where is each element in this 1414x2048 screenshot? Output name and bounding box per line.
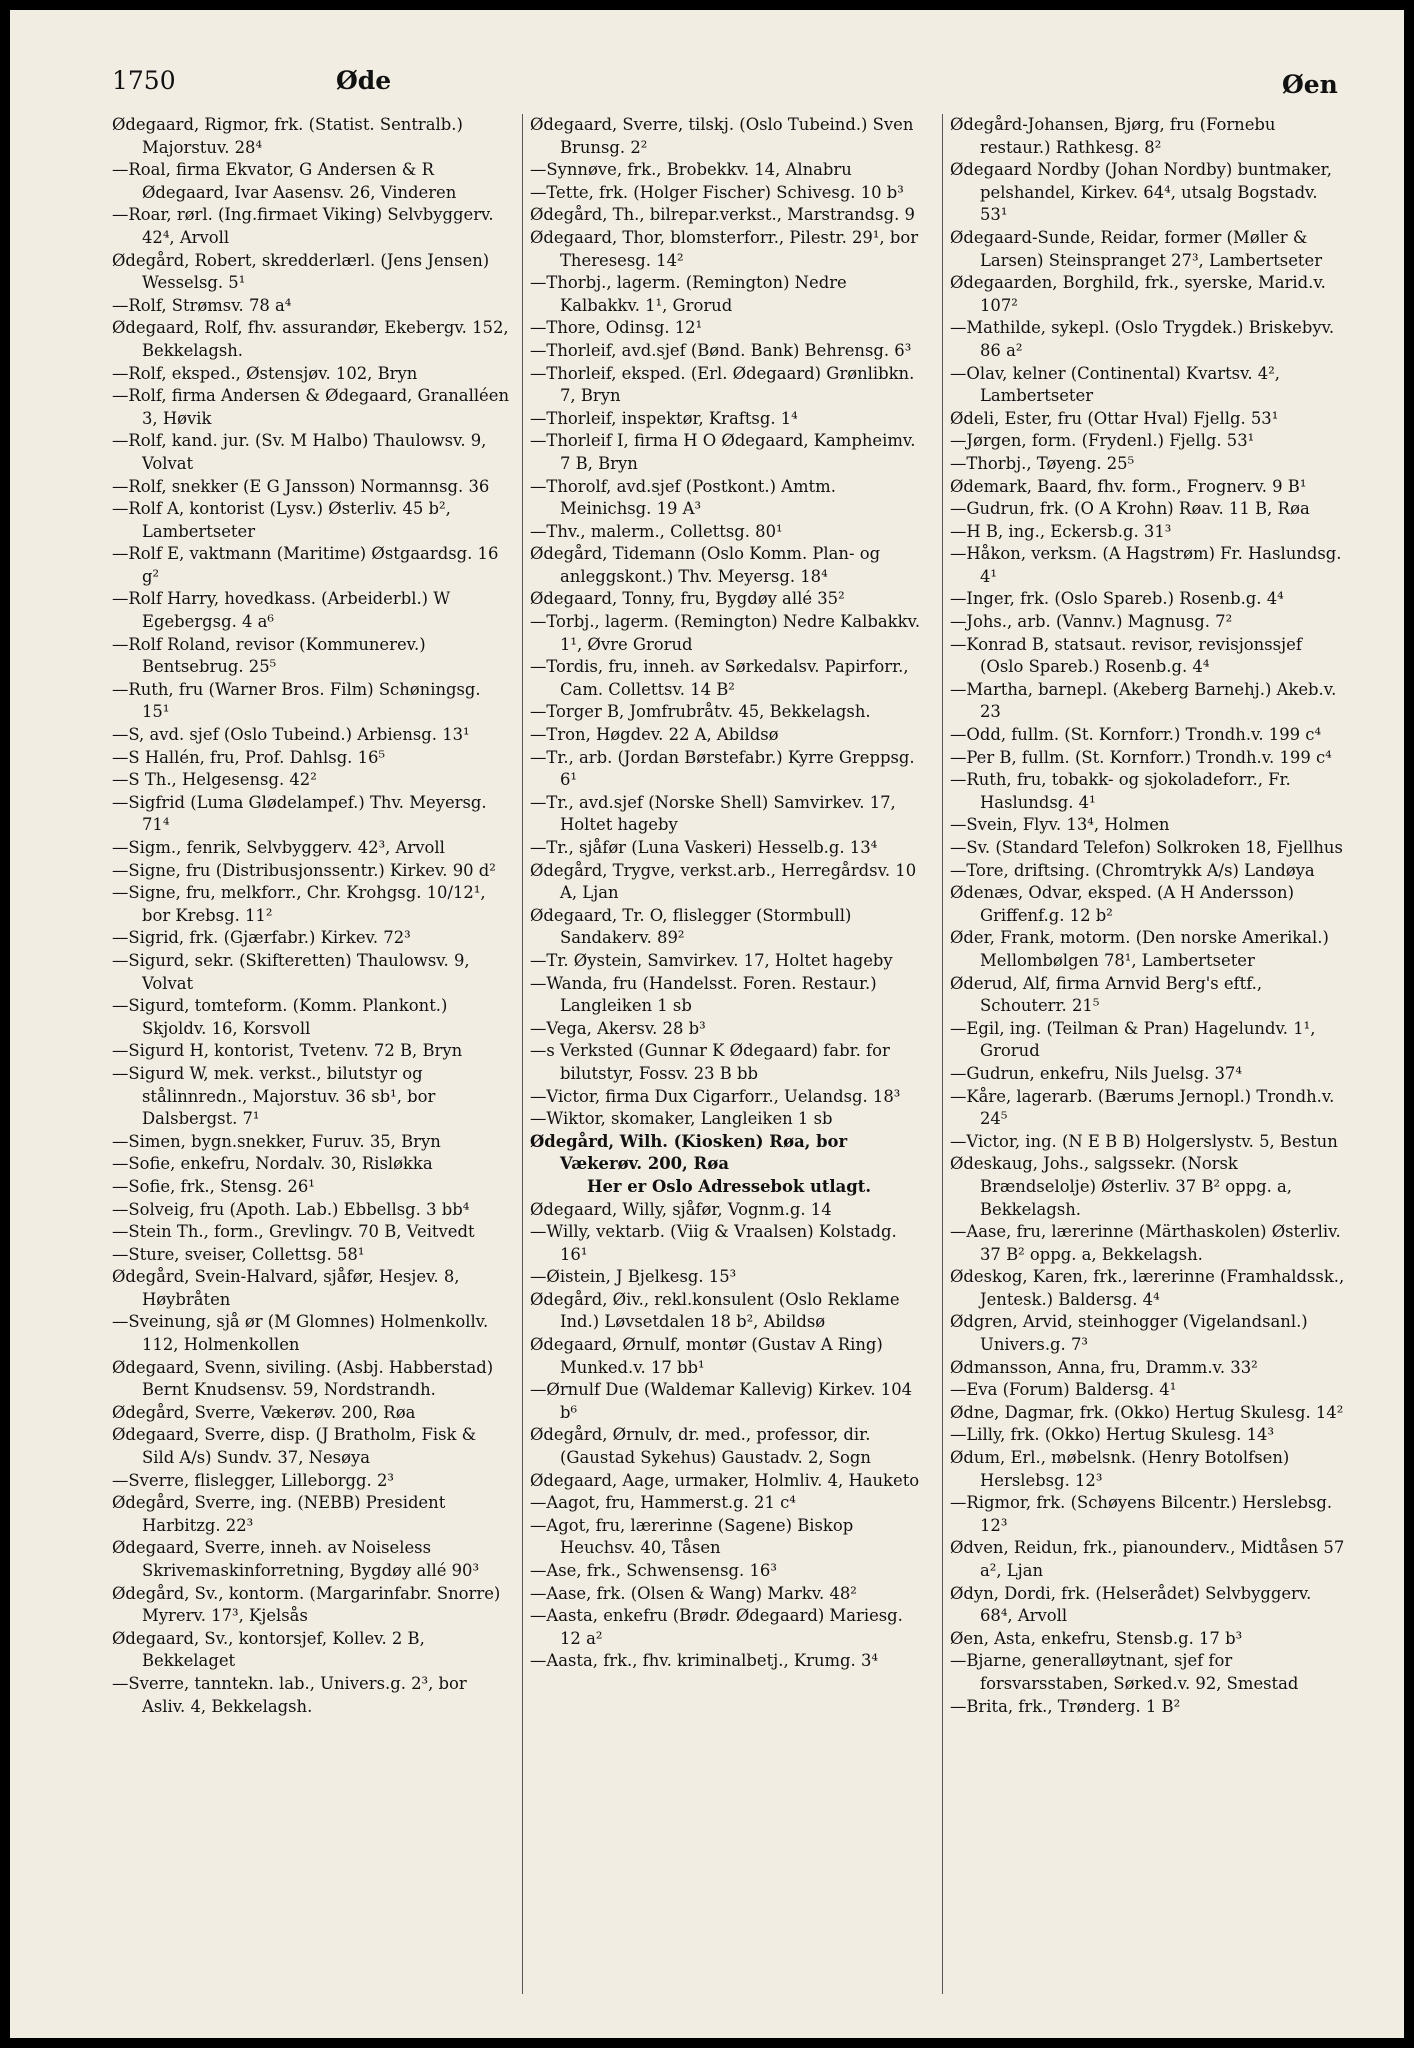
directory-entry: Ødven, Reidun, frk., pianounderv., Midtåsen 57 a², Ljan	[950, 1538, 1345, 1580]
directory-entry: —Egil, ing. (Teilman & Pran) Hagelundv. 1¹, Grorud	[950, 1018, 1316, 1061]
directory-entry: —Stein Th., form., Grevlingv. 70 B, Veitvedt	[112, 1222, 475, 1242]
directory-entry: Ødne, Dagmar, frk. (Okko) Hertug Skulesg. 14²	[950, 1402, 1344, 1422]
directory-entry: —Rigmor, frk. (Schøyens Bilcentr.) Herslebsg. 12³	[950, 1493, 1333, 1535]
directory-entry: —Sverre, flislegger, Lilleborgg. 2³	[112, 1470, 394, 1490]
directory-entry: Ødgren, Arvid, steinhogger (Vigelandsanl.) Univers.g. 7³	[950, 1312, 1308, 1355]
directory-entry: Ødegård-Johansen, Bjørg, fru (Fornebu restaur.) Rathkesg. 8²	[950, 115, 1276, 157]
directory-entry: —Øistein, J Bjelkesg. 15³	[530, 1267, 737, 1287]
directory-entry: —Sofie, enkefru, Nordalv. 30, Risløkka	[112, 1154, 433, 1174]
directory-entry: Ødemark, Baard, fhv. form., Frognerv. 9 B¹	[950, 476, 1307, 496]
directory-entry: Ødegaard, Svenn, siviling. (Asbj. Habberstad) Bernt Knudsensv. 59, Nordstrandh.	[112, 1357, 494, 1400]
directory-entry: —Sverre, tanntekn. lab., Univers.g. 2³, bor Asliv. 4, Bekkelagsh.	[112, 1673, 467, 1716]
directory-entry: —Sveinung, sjå ør (M Glomnes) Holmenkollv. 112, Holmenkollen	[112, 1312, 489, 1355]
directory-entry: —Vega, Akersv. 28 b³	[530, 1018, 706, 1038]
directory-entry: Ødegård, Svein-Halvard, sjåfør, Hesjev. 8, Høybråten	[112, 1267, 460, 1309]
directory-entry: —S Th., Helgesensg. 42²	[112, 770, 317, 790]
directory-entry: —Synnøve, frk., Brobekkv. 14, Alnabru	[530, 160, 852, 180]
directory-entry: —Sigfrid (Luma Glødelampef.) Thv. Meyersg. 71⁴	[112, 792, 487, 835]
directory-entry: Ødegaard, Sverre, inneh. av Noiseless Skrivemaskinforretning, Bygdøy allé 90³	[112, 1538, 480, 1580]
directory-entry: Ødegaard, Sverre, tilskj. (Oslo Tubeind.) Sven Brunsg. 2²	[530, 115, 914, 157]
directory-entry: —Sigurd, sekr. (Skifteretten) Thaulowsv. 9, Volvat	[112, 950, 470, 993]
directory-entry: —Thorbj., lagerm. (Remington) Nedre Kalbakkv. 1¹, Grorud	[530, 273, 847, 315]
directory-entry: —Mathilde, sykepl. (Oslo Trygdek.) Briskebyv. 86 a²	[950, 318, 1335, 360]
directory-entry: —Sigm., fenrik, Selvbyggerv. 42³, Arvoll	[112, 838, 445, 857]
directory-entry: —Tr. Øystein, Samvirkev. 17, Holtet hageby	[530, 950, 893, 970]
directory-entry: —Martha, barnepl. (Akeberg Barnehj.) Akeb.v. 23	[950, 679, 1337, 722]
page-number: 1750	[112, 66, 176, 95]
directory-entry: —Thorleif, eksped. (Erl. Ødegaard) Grønlibkn. 7, Bryn	[530, 363, 915, 406]
directory-entry: —Tr., sjåfør (Luna Vaskeri) Hesselb.g. 13⁴	[530, 838, 878, 857]
directory-entry: —Signe, fru, melkforr., Chr. Krohgsg. 10/12¹, bor Krebsg. 11²	[112, 883, 486, 925]
directory-entry: —Kåre, lagerarb. (Bærums Jernopl.) Trondh.v. 24⁵	[950, 1086, 1335, 1129]
directory-entry: Ødegård, Th., bilrepar.verkst., Marstrandsg. 9	[530, 205, 915, 225]
directory-entry: —S, avd. sjef (Oslo Tubeind.) Arbiensg. 13¹	[112, 725, 470, 745]
directory-entry: —Aasta, enkefru (Brødr. Ødegaard) Mariesg. 12 a²	[530, 1606, 903, 1648]
directory-entry: —Eva (Forum) Baldersg. 4¹	[950, 1380, 1177, 1400]
directory-entry: —Rolf, Strømsv. 78 a⁴	[112, 295, 292, 315]
directory-entry: —s Verksted (Gunnar K Ødegaard) fabr. for bilutstyr, Fossv. 23 B bb	[530, 1041, 890, 1083]
directory-entry: —Jørgen, form. (Frydenl.) Fjellg. 53¹	[950, 431, 1255, 451]
directory-entry: —H B, ing., Eckersb.g. 31³	[950, 521, 1172, 541]
directory-entry: —Gudrun, frk. (O A Krohn) Røav. 11 B, Røa	[950, 499, 1310, 519]
directory-entry: —Thorleif I, firma H O Ødegaard, Kampheimv. 7 B, Bryn	[530, 431, 916, 473]
directory-entry: —Aase, frk. (Olsen & Wang) Markv. 48²	[530, 1583, 857, 1603]
directory-entry: —Tore, driftsing. (Chromtrykk A/s) Landøya	[950, 860, 1315, 880]
directory-entry: Ødegaard, Tonny, fru, Bygdøy allé 35²	[530, 589, 845, 609]
directory-entry: Ødegård, Sverre, ing. (NEBB) President Harbitzg. 22³	[112, 1493, 446, 1535]
directory-entry: Ødegaard, Tr. O, flislegger (Stormbull) Sandakerv. 89²	[530, 905, 852, 948]
directory-entry: Ødegaard, Sverre, disp. (J Bratholm, Fisk & Sild A/s) Sundv. 37, Nesøya	[112, 1425, 477, 1468]
directory-entry: Ødegaard, Sv., kontorsjef, Kollev. 2 B, Bekkelaget	[112, 1628, 425, 1671]
directory-entry: Ødegaard-Sunde, Reidar, former (Møller & Larsen) Steinspranget 27³, Lambertseter	[950, 227, 1323, 270]
directory-entry: —Thorleif, avd.sjef (Bønd. Bank) Behrensg. 6³	[530, 340, 912, 360]
directory-entry: —Thore, Odinsg. 12¹	[530, 318, 703, 338]
directory-entry: —Sture, sveiser, Collettsg. 58¹	[112, 1244, 365, 1264]
directory-entry: —Thorolf, avd.sjef (Postkont.) Amtm. Meinichsg. 19 A³	[530, 476, 836, 519]
directory-entry: —Roar, rørl. (Ing.firmaet Viking) Selvbyggerv. 42⁴, Arvoll	[112, 205, 494, 247]
directory-entry: Ødegaard Nordby (Johan Nordby) buntmaker, pelshandel, Kirkev. 64⁴, utsalg Bogstadv. 53¹	[950, 160, 1332, 225]
directory-entry: —Tron, Høgdev. 22 A, Abildsø	[530, 725, 779, 745]
directory-entry: —Rolf, eksped., Østensjøv. 102, Bryn	[112, 363, 418, 383]
directory-entry: Øen, Asta, enkefru, Stensb.g. 17 b³	[950, 1628, 1243, 1648]
directory-entry: —Sigurd H, kontorist, Tvetenv. 72 B, Bryn	[112, 1041, 463, 1061]
directory-entry: Ødegaard, Rolf, fhv. assurandør, Ekebergv. 152, Bekkelagsh.	[112, 318, 509, 360]
directory-entry: Ødegård, Wilh. (Kiosken) Røa, bor Vækerøv. 200, Røa	[530, 1131, 848, 1174]
column-divider	[942, 114, 943, 1994]
directory-entry: Øderud, Alf, firma Arnvid Berg's eftf., Schouterr. 21⁵	[950, 973, 1263, 1016]
directory-entry: —Tr., arb. (Jordan Børstefabr.) Kyrre Greppsg. 6¹	[530, 747, 915, 790]
guide-word-left: Øde	[336, 66, 392, 95]
directory-entry: Ødyn, Dordi, frk. (Helserådet) Selvbyggerv. 68⁴, Arvoll	[950, 1583, 1312, 1626]
directory-entry: —Johs., arb. (Vannv.) Magnusg. 7²	[950, 612, 1233, 632]
directory-entry: Ødegård, Sverre, Vækerøv. 200, Røa	[112, 1402, 416, 1422]
directory-entry: —Håkon, verksm. (A Hagstrøm) Fr. Haslundsg. 4¹	[950, 544, 1342, 586]
page-header	[10, 66, 1404, 106]
directory-entry: —Signe, fru (Distribusjonssentr.) Kirkev. 90 d²	[112, 860, 496, 880]
directory-entry: —Tette, frk. (Holger Fischer) Schivesg. 10 b³	[530, 182, 904, 202]
directory-entry: Ødeskog, Karen, frk., lærerinne (Framhaldssk., Jentesk.) Baldersg. 4⁴	[950, 1267, 1345, 1309]
directory-entry: —Inger, frk. (Oslo Spareb.) Rosenb.g. 4⁴	[950, 589, 1284, 609]
directory-entry: —Aagot, fru, Hammerst.g. 21 c⁴	[530, 1493, 796, 1513]
directory-entry: Ødegård, Tidemann (Oslo Komm. Plan- og anleggskont.) Thv. Meyersg. 18⁴	[530, 544, 881, 586]
directory-entry: —Roal, firma Ekvator, G Andersen & R Ødegaard, Ivar Aasensv. 26, Vinderen	[112, 160, 457, 202]
directory-entry: —Sigurd W, mek. verkst., bilutstyr og stålinnredn., Majorstuv. 36 sb¹, bor Dalsbergst. 7¹	[112, 1063, 436, 1129]
directory-entry: —Odd, fullm. (St. Kornforr.) Trondh.v. 199 c⁴	[950, 725, 1322, 745]
directory-entry: —Ruth, fru, tobakk- og sjokoladeforr., Fr. Haslundsg. 4¹	[950, 770, 1291, 812]
directory-entry: —Victor, ing. (N E B B) Holgerslystv. 5, Bestun	[950, 1131, 1338, 1151]
directory-entry: Ødenæs, Odvar, eksped. (A H Andersson) Griffenf.g. 12 b²	[950, 883, 1294, 925]
directory-entry: Ødegaard, Ørnulf, montør (Gustav A Ring) Munked.v. 17 bb¹	[530, 1335, 883, 1377]
directory-entry: —Svein, Flyv. 13⁴, Holmen	[950, 815, 1170, 835]
directory-entry: —Wanda, fru (Handelsst. Foren. Restaur.) Langleiken 1 sb	[530, 973, 877, 1016]
directory-entry: Ødum, Erl., møbelsnk. (Henry Botolfsen) Herslebsg. 12³	[950, 1448, 1290, 1490]
directory-entry: —Rolf, kand. jur. (Sv. M Halbo) Thaulowsv. 9, Volvat	[112, 431, 487, 473]
directory-entry: —Per B, fullm. (St. Kornforr.) Trondh.v. 199 c⁴	[950, 747, 1332, 767]
directory-entry: Ødegaard, Willy, sjåfør, Vognm.g. 14	[530, 1199, 832, 1219]
directory-entry: —Willy, vektarb. (Viig & Vraalsen) Kolstadg. 16¹	[530, 1222, 897, 1264]
directory-entry: Ødmansson, Anna, fru, Dramm.v. 33²	[950, 1357, 1258, 1377]
column-1	[112, 114, 510, 2014]
directory-entry: Ødeskaug, Johs., salgssekr. (Norsk Brændselolje) Østerliv. 37 B² oppg. a, Bekkelagsh.	[950, 1154, 1293, 1219]
directory-entry: —Gudrun, enkefru, Nils Juelsg. 37⁴	[950, 1063, 1242, 1083]
directory-entry: —Agot, fru, lærerinne (Sagene) Biskop Heuchsv. 40, Tåsen	[530, 1515, 854, 1558]
directory-entry: —Solveig, fru (Apoth. Lab.) Ebbellsg. 3 bb⁴	[112, 1199, 470, 1219]
directory-entry: —Thv., malerm., Collettsg. 80¹	[530, 521, 783, 541]
directory-entry: —Tordis, fru, inneh. av Sørkedalsv. Papirforr., Cam. Collettsv. 14 B²	[530, 657, 909, 699]
directory-entry: —Torbj., lagerm. (Remington) Nedre Kalbakkv. 1¹, Øvre Grorud	[530, 612, 921, 654]
directory-entry: —Brita, frk., Trønderg. 1 B²	[950, 1696, 1181, 1716]
directory-page	[10, 10, 1404, 2038]
directory-entry: Ødegård, Sv., kontorm. (Margarinfabr. Snorre) Myrerv. 17³, Kjelsås	[112, 1583, 501, 1626]
directory-entry: —Olav, kelner (Continental) Kvartsv. 4², Lambertseter	[950, 363, 1281, 406]
directory-entry: —Tr., avd.sjef (Norske Shell) Samvirkev. 17, Holtet hageby	[530, 792, 896, 835]
directory-entry: Ødegaarden, Borghild, frk., syerske, Marid.v. 107²	[950, 273, 1326, 315]
directory-entry: —Rolf Roland, revisor (Kommunerev.) Bentsebrug. 25⁵	[112, 634, 426, 677]
directory-entry: —Thorbj., Tøyeng. 25⁵	[950, 453, 1135, 473]
guide-word-right: Øen	[1282, 70, 1338, 99]
directory-entry: —Aase, fru, lærerinne (Märthaskolen) Østerliv. 37 B² oppg. a, Bekkelagsh.	[950, 1222, 1341, 1264]
directory-entry: Ødegård, Ørnulv, dr. med., professor, dir. (Gaustad Sykehus) Gaustadv. 2, Sogn	[530, 1425, 871, 1468]
directory-entry: —Ørnulf Due (Waldemar Kallevig) Kirkev. 104 b⁶	[530, 1380, 913, 1422]
directory-entry: —Ase, frk., Schwensensg. 16³	[530, 1561, 777, 1580]
directory-entry: —Konrad B, statsaut. revisor, revisjonssjef (Oslo Spareb.) Rosenb.g. 4⁴	[950, 634, 1302, 677]
directory-entry: —Bjarne, generalløytnant, sjef for forsvarsstaben, Sørked.v. 92, Smestad	[950, 1651, 1299, 1693]
directory-entry: Ødegaard, Rigmor, frk. (Statist. Sentralb.) Majorstuv. 28⁴	[112, 115, 463, 157]
column-divider	[522, 114, 523, 1994]
directory-entry: —Sofie, frk., Stensg. 26¹	[112, 1176, 315, 1196]
directory-entry: Ødegård, Trygve, verkst.arb., Herregårdsv. 10 A, Ljan	[530, 860, 917, 903]
directory-entry: Ødeli, Ester, fru (Ottar Hval) Fjellg. 53¹	[950, 408, 1279, 428]
directory-entry: Ødegård, Robert, skredderlærl. (Jens Jensen) Wesselsg. 5¹	[112, 250, 490, 293]
notice-line: Her er Oslo Adressebok utlagt.	[586, 1176, 872, 1196]
directory-entry: —Ruth, fru (Warner Bros. Film) Schøningsg. 15¹	[112, 679, 481, 722]
directory-entry: —Aasta, frk., fhv. kriminalbetj., Krumg. 3⁴	[530, 1651, 878, 1671]
directory-entry: —Sigurd, tomteform. (Komm. Plankont.) Skjoldv. 16, Korsvoll	[112, 996, 448, 1038]
directory-entry: —Rolf A, kontorist (Lysv.) Østerliv. 45 b², Lambertseter	[112, 499, 451, 541]
column-2	[530, 114, 928, 2014]
directory-entry: Ødegaard, Aage, urmaker, Holmliv. 4, Hauketo	[530, 1470, 920, 1490]
directory-entry: —Rolf E, vaktmann (Maritime) Østgaardsg. 16 g²	[112, 544, 499, 586]
directory-entry: —Sigrid, frk. (Gjærfabr.) Kirkev. 72³	[112, 928, 411, 948]
directory-entry: —S Hallén, fru, Prof. Dahlsg. 16⁵	[112, 747, 386, 767]
directory-entry: —Rolf Harry, hovedkass. (Arbeiderbl.) W Egebergsg. 4 a⁶	[112, 589, 451, 632]
directory-columns	[112, 114, 1356, 2014]
directory-entry: Ødegård, Øiv., rekl.konsulent (Oslo Reklame Ind.) Løvsetdalen 18 b², Abildsø	[530, 1289, 900, 1332]
directory-entry: —Victor, firma Dux Cigarforr., Uelandsg. 18³	[530, 1086, 901, 1106]
directory-entry: —Rolf, firma Andersen & Ødegaard, Granalléen 3, Høvik	[112, 386, 510, 428]
directory-entry: —Lilly, frk. (Okko) Hertug Skulesg. 14³	[950, 1425, 1275, 1445]
directory-entry: Øder, Frank, motorm. (Den norske Amerikal.) Mellombølgen 78¹, Lambertseter	[950, 928, 1329, 970]
directory-entry: —Sv. (Standard Telefon) Solkroken 18, Fjellhus	[950, 838, 1343, 857]
directory-entry: Ødegaard, Thor, blomsterforr., Pilestr. 29¹, bor Theresesg. 14²	[530, 227, 919, 270]
directory-entry: —Simen, bygn.snekker, Furuv. 35, Bryn	[112, 1131, 441, 1151]
directory-entry: —Torger B, Jomfrubråtv. 45, Bekkelagsh.	[530, 702, 871, 722]
directory-entry: —Wiktor, skomaker, Langleiken 1 sb	[530, 1109, 833, 1129]
column-3	[950, 114, 1348, 2014]
directory-entry: —Thorleif, inspektør, Kraftsg. 1⁴	[530, 408, 798, 428]
directory-entry: —Rolf, snekker (E G Jansson) Normannsg. 36	[112, 476, 490, 496]
